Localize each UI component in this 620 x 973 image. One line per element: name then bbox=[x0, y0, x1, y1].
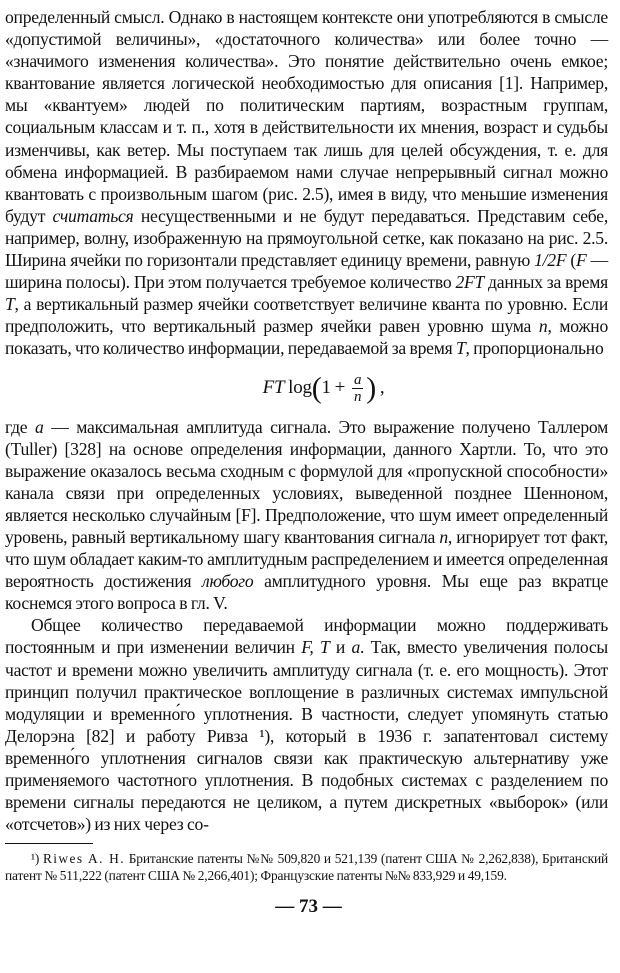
formula-tail: , bbox=[375, 376, 385, 398]
text-run: где bbox=[5, 416, 36, 437]
math-symbol: n bbox=[439, 526, 448, 547]
text-run: , пропорционально bbox=[465, 338, 604, 359]
italic-text: любого bbox=[202, 571, 254, 592]
formula-one-plus: 1 + bbox=[321, 376, 349, 398]
text-run: несущественными и не будут передаваться. Представим себе, например, волну, изображенную на прямоугольной сетке, как показано на рис. 2.5. Ширина ячейки по горизонтали представляет единицу времени, равную bbox=[5, 205, 608, 271]
fraction-denominator: n bbox=[353, 388, 362, 405]
paragraph-3 bbox=[5, 614, 608, 835]
math-symbol: a bbox=[35, 416, 44, 437]
text-run: — ширина полосы). При этом получается требуемое количество bbox=[5, 250, 608, 293]
footnote-reference: ¹) bbox=[259, 725, 270, 746]
math-symbol: 2FT bbox=[455, 272, 485, 293]
text-run: и bbox=[329, 637, 352, 658]
footnote-text: Британские патенты №№ 509,820 и 521,139 (патент США № 2,262,838), Британский патент № 511,222 (патент США № 2,266,401); Французские патенты №№ 833,929 и 49,159. bbox=[5, 851, 609, 884]
text-run: данных за время bbox=[484, 272, 608, 293]
fraction-numerator: a bbox=[353, 371, 362, 388]
formula-open-paren: ( bbox=[311, 371, 322, 405]
text-run: , а вертикальный размер ячейки соответствует величине кванта по уровню. Если предположить, что вертикальный размер ячейки равен уровню шума bbox=[5, 294, 608, 337]
text-run: — максимальная амплитуда сигнала. Это выражение получено Таллером (Tuller) [328] на основе определения информации, данного Хартли. То, что это выражение оказалось весьма сходным с формулой для «пропускной способности» канала связи при определенных условиях, выведенной позднее Шенноном, является несколько случайным [F]. Предположение, что шум имеет определенный уровень, равный вертикальному шагу квантования сигнала bbox=[5, 416, 608, 547]
italic-text: считаться bbox=[52, 205, 134, 226]
formula-fraction bbox=[352, 372, 363, 405]
math-symbol: F, T bbox=[301, 637, 330, 658]
math-symbol: 1/2F bbox=[534, 250, 567, 271]
paragraph-2 bbox=[5, 416, 608, 615]
text-run: амплитудного уровня. Мы еще раз вкратце коснемся этого вопроса в гл. V. bbox=[5, 571, 608, 614]
math-symbol: F bbox=[576, 250, 587, 271]
math-symbol: T bbox=[5, 294, 15, 315]
text-run: , который в 1936 г. запатентовал систему временно́го уплотнения сигналов связи как практическую альтернативу уже применяемого частотного уплотнения. В подобных системах с разделением по времени сигналы передаются не целиком, а путем дискретных «выборок» (или «отсчетов») из них через со- bbox=[5, 725, 609, 835]
text-run: , игнорирует тот факт, что шум обладает каким-то амплитудным распределением и имеется определенная вероятность достижения bbox=[5, 526, 608, 592]
text-run: . Так, вместо увеличения полосы частот и времени можно увеличить амплитуду сигнала (т. е. его мощность). Этот принцип получил практическое воплощение в различных системах импульсной модуляции и временно́го уплотнения. В частности, следует упомянуть статью Делорэна [82] и работу Ривза bbox=[5, 637, 608, 746]
page-number: — 73 — bbox=[275, 896, 342, 918]
text-run: ( bbox=[566, 250, 577, 271]
footnote-divider bbox=[5, 843, 93, 844]
math-symbol: n bbox=[538, 316, 548, 337]
math-symbol: a bbox=[351, 637, 361, 658]
text-run: Общее количество передаваемой информации можно поддерживать постоянным и при изменении величин bbox=[5, 615, 608, 658]
main-text bbox=[5, 6, 608, 835]
formula-close-paren: ) bbox=[366, 371, 376, 405]
paragraph-1 bbox=[5, 6, 608, 360]
footnote bbox=[5, 850, 608, 884]
formula bbox=[5, 360, 608, 416]
text-run: определенный смысл. Однако в настоящем контексте они употребляются в смысле «допустимой величины», «достаточного количества» или более точно — «значимого изменения количества». Это понятие действительно очень емкое; квантование является логической необходимостью для описания [1]. Например, мы «квантуем» людей по политическим партиям, возрастным группам, социальным классам и т. п., хотя в действительности их мнения, возраст и судьбы изменчивы, как ветер. Мы поступаем так лишь для целей обсуждения, т. е. для обмена информацией. В разбираемом нами случае непрерывный сигнал можно квантовать с произвольным шагом (рис. 2.5), имея в виду, что меньшие изменения будут bbox=[5, 7, 608, 226]
footnote-author: Riwes A. H. bbox=[42, 851, 125, 867]
math-symbol: T bbox=[455, 338, 466, 359]
formula-prefix: FT bbox=[262, 376, 285, 398]
formula-log: log bbox=[284, 376, 312, 398]
footnote-marker: ¹) bbox=[31, 851, 43, 867]
text-run: , можно показать, что количество информации, передаваемой за время bbox=[5, 316, 608, 359]
